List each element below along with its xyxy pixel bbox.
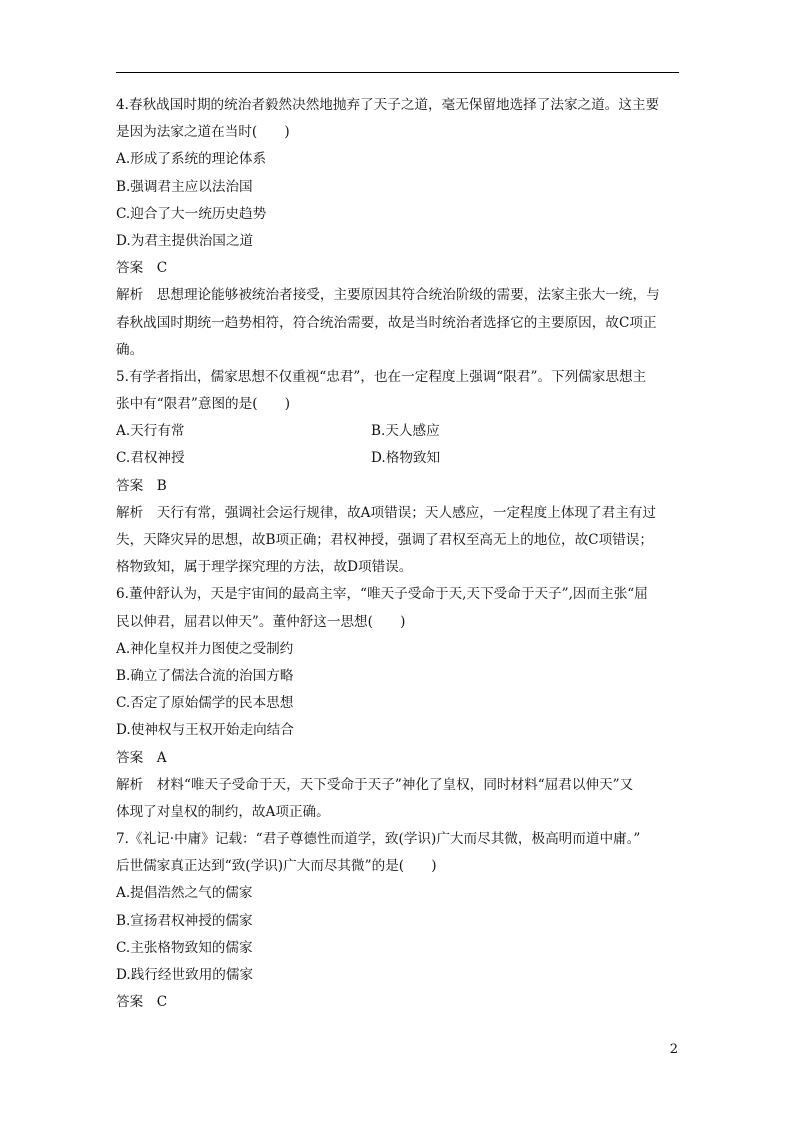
question-5-options-row-1 bbox=[116, 418, 679, 445]
question-5-option-a: A.天行有常 bbox=[116, 423, 185, 440]
question-7-option-b: B.宣扬君权神授的儒家 bbox=[116, 912, 253, 929]
question-7-option-d: D.践行经世致用的儒家 bbox=[116, 967, 254, 983]
question-7-option-c: C.主张格物致知的儒家 bbox=[116, 939, 253, 956]
question-5-option-d: D.格物致知 bbox=[371, 450, 441, 467]
question-5-analysis-line-2: 失，天降灾异的思想，故B项正确；君权神授，强调了君权至高无上的地位，故C项错误； bbox=[116, 532, 653, 548]
question-4-analysis-line-2: 春秋战国时期统一趋势相符，符合统治需要，故是当时统治者选择它的主要原因，故C项正 bbox=[116, 314, 657, 331]
question-5-analysis-line-3: 格物致知，属于理学探究理的方法，故D项错误。 bbox=[116, 559, 413, 576]
question-6-stem-line-1: 6.董仲舒认为，天是宇宙间的最高主宰，“唯天子受命于天,天下受命于天子”,因而主张“屈 bbox=[116, 586, 648, 603]
question-6-analysis-line-1: 解析 材料“唯天子受命于天，天下受命于天子”神化了皇权，同时材料“屈君以伸天”又 bbox=[116, 776, 634, 793]
question-4-answer: 答案 C bbox=[116, 260, 168, 277]
question-5-option-b: B.天人感应 bbox=[371, 423, 440, 440]
question-5-answer: 答案 B bbox=[116, 477, 167, 494]
question-4-analysis-line-1: 解析 思想理论能够被统治者接受，主要原因其符合统治阶级的需要，法家主张大一统，与 bbox=[116, 287, 660, 304]
question-4-analysis-line-3: 确。 bbox=[116, 341, 144, 358]
question-4-stem-line-2: 是因为法家之道在当时( ) bbox=[116, 124, 290, 141]
question-5-stem-line-2: 张中有“限君”意图的是( ) bbox=[116, 396, 291, 413]
question-6-analysis-line-2: 体现了对皇权的制约，故A项正确。 bbox=[116, 803, 330, 820]
question-7-stem-line-1: 7.《礼记·中庸》记载：“君子尊德性而道学，致(学识)广大而尽其微，极高明而道中庸。” bbox=[116, 831, 641, 848]
question-6-stem-line-2: 民以伸君，屈君以伸天”。董仲舒这一思想( ) bbox=[116, 613, 406, 630]
question-6-answer: 答案 A bbox=[116, 749, 167, 766]
question-7-option-a: A.提倡浩然之气的儒家 bbox=[116, 885, 253, 902]
question-4-option-a: A.形成了系统的理论体系 bbox=[116, 151, 267, 168]
question-6-option-a: A.神化皇权并力图使之受制约 bbox=[116, 640, 294, 657]
question-5-analysis-line-1: 解析 天行有常，强调社会运行规律，故A项错误；天人感应，一定程度上体现了君主有过 bbox=[116, 504, 656, 521]
question-5-stem-line-1: 5.有学者指出，儒家思想不仅重视“忠君”，也在一定程度上强调“限君”。下列儒家思想主 bbox=[116, 368, 647, 385]
question-6-option-b: B.确立了儒法合流的治国方略 bbox=[116, 667, 294, 684]
question-4-stem-line-1: 4.春秋战国时期的统治者毅然决然地抛弃了天子之道，毫无保留地选择了法家之道。这主要 bbox=[116, 97, 660, 113]
question-list bbox=[116, 92, 679, 1016]
question-4-option-c: C.迎合了大一统历史趋势 bbox=[116, 205, 267, 222]
question-6-option-d: D.使神权与王权开始走向结合 bbox=[116, 722, 294, 739]
question-6-option-c: C.否定了原始儒学的民本思想 bbox=[116, 695, 294, 712]
header-rule bbox=[116, 72, 679, 73]
question-7-answer: 答案 C bbox=[116, 994, 168, 1011]
question-7-stem-line-2: 后世儒家真正达到“致(学识)广大而尽其微”的是( ) bbox=[116, 858, 437, 875]
page-number: 2 bbox=[669, 1042, 678, 1057]
question-4-option-b: B.强调君主应以法治国 bbox=[116, 178, 253, 195]
question-5-options-row-2 bbox=[116, 445, 679, 472]
question-4-option-d: D.为君主提供治国之道 bbox=[116, 232, 254, 249]
question-5-option-c: C.君权神授 bbox=[116, 450, 185, 467]
